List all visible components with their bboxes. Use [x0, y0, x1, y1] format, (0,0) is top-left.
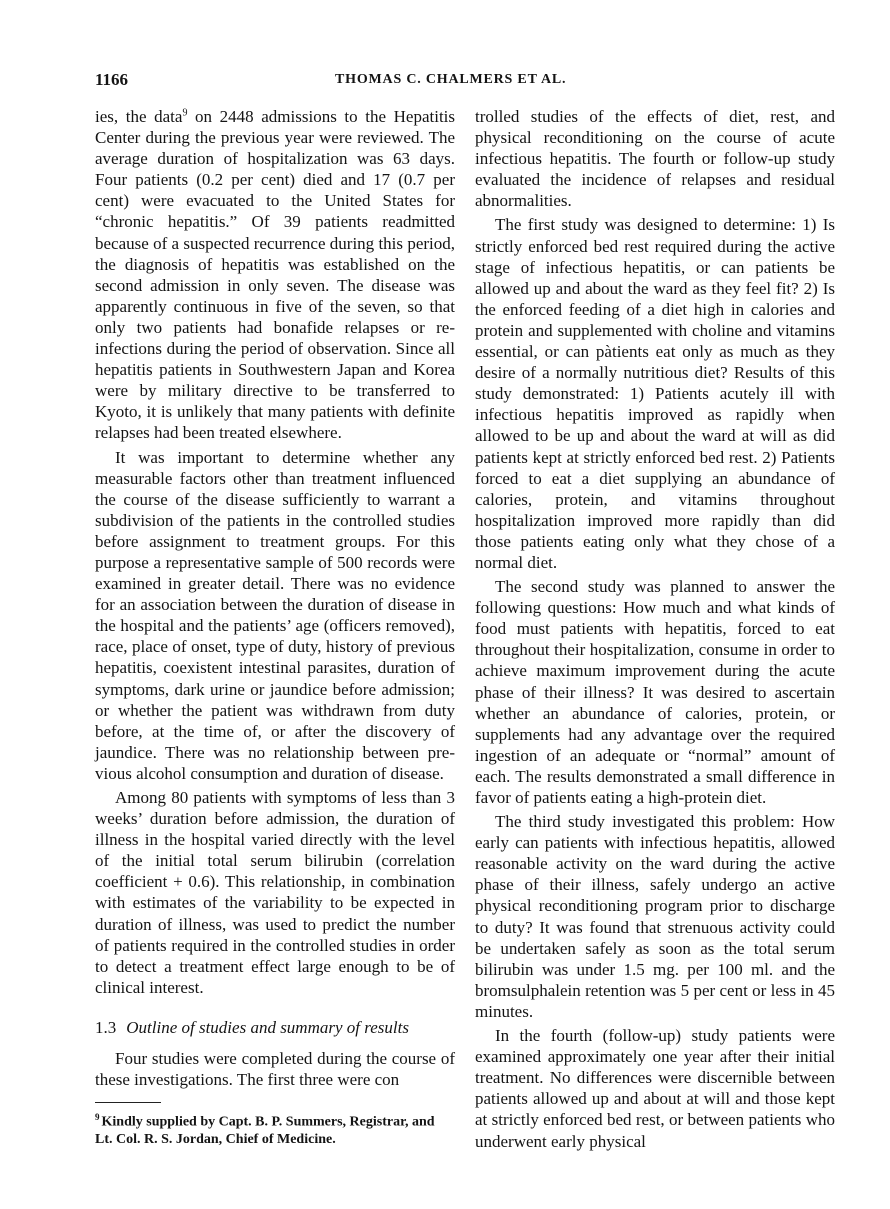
paragraph: In the fourth (follow-up) study patients were examined approximately one year after their initial treatment. No differences were discernible between patients allowed up and about at will and those kept at strictly enforced bed rest, or between patients who underwent early physical [475, 1026, 835, 1151]
footnote-reference: 9 [182, 107, 188, 119]
paragraph: The third study investigated this problem: How early can patients with infectious hepatitis, allowed reasonable activity on the ward during the active phase of their illness, safely undergo an active physical reconditioning program prior to discharge to duty? It was found that strenuous activity could be undertaken safely as soon as the total serum bilirubin was under 1.5 mg. per 100 ml. and the bromsulphalein retention was 5 per cent or less in 45 minutes. [475, 812, 835, 1021]
paragraph: The first study was designed to determine: 1) Is strictly enforced bed rest required during the active stage of infectious hepatitis, or can patients be allowed up and about the ward as they feel fit? 2) Is the enforced feeding of a diet high in calories and protein and supplemented with choline and vitamins essential, or can pàtients eat only as much as they desire of a normally nutritious diet? Results of this study demonstrated: 1) Patients acutely ill with infectious hepatitis improved as rapidly when allowed to be up and about the ward at will as did patients kept at strictly enforced bed rest. 2) Patients forced to eat a diet supplying an abundance of calories, protein, and vitamins throughout hospitalization improved more rapidly than did those patients eating only what they chose of a normal diet. [475, 215, 835, 572]
paragraph: trolled studies of the effects of diet, rest, and physical reconditioning on the course of acute infectious hepatitis. The fourth or follow-up study evaluated the incidence of relapses and residual abnormalities. [475, 107, 835, 211]
page-number: 1166 [95, 70, 129, 89]
paragraph [95, 106, 455, 444]
right-column [475, 106, 835, 1152]
section-title: Outline of studies and summary of results [126, 1017, 409, 1037]
paragraph: Four studies were completed during the course of these investigations. The first three were con [95, 1049, 455, 1090]
section-number: 1.3 [95, 1017, 117, 1037]
footnote [95, 1109, 455, 1148]
paragraph-text: ies, the data [95, 107, 183, 126]
paragraph-text: on 2448 admissions to the Hepatitis Center during the previous year were reviewed. The average duration of hospitalization was 63 days. Four patients (0.2 per cent) died and 17 (0.7 per cent) were evacuated to the United States for “chronic hepatitis.” Of 39 patients readmitted because of a suspected recurrence during this period, the diagnosis of hepatitis was established on the second admission in only seven. The disease was apparently continuous in five of the seven, so that only two patients had bonafide relapses or reinfections during the period of observation. Since all hepatitis patients in Southwestern Japan and Korea were by military directive to be transferred to Kyoto, it is unlikely that many patients with definite relapses had been treated elsewhere. [95, 107, 455, 443]
left-column [95, 106, 455, 1148]
paragraph: Among 80 patients with symptoms of less than 3 weeks’ duration before admission, the duration of illness in the hospital varied directly with the level of the initial total serum bilirubin (correlation coefficient + 0.6). This relationship, in combination with estimates of the variability to be expected in duration of illness, was used to predict the number of patients required in the controlled studies in order to detect a treatment effect large enough to be of clinical interest. [95, 788, 455, 997]
footnote-divider [95, 1102, 161, 1103]
paragraph: It was important to determine whether any measurable factors other than treatment influenced the course of the disease sufficiently to warrant a subdivision of the patients in the controlled studies before assignment to treatment groups. For this purpose a representative sample of 500 records were examined in greater detail. There was no evidence for an association between the duration of disease in the hospital and the patients’ age (officers removed), race, place of onset, type of duty, history of previous hepatitis, coexistent intestinal parasites, duration of symptoms, dark urine or jaundice before admission; or whether the patient was withdrawn from duty before, at the time of, or after the discovery of jaundice. There was no relationship between previous alcohol consumption and duration of disease. [95, 447, 455, 783]
footnote-mark: 9 [95, 1112, 100, 1123]
paragraph: The second study was planned to answer the following questions: How much and what kinds of food must patients with hepatitis, forced to eat throughout their hospitalization, consume in order to achieve maximum improvement during the acute phase of their illness? It was desired to ascertain whether an abundance of calories, protein, or supplements had any advantage over the required ingestion of an adequate or “normal” amount of each. The results demonstrated a small difference in favor of patients eating a high-protein diet. [475, 577, 835, 807]
section-heading [95, 1017, 455, 1038]
running-head: THOMAS C. CHALMERS ET AL. [335, 72, 567, 87]
footnote-text: Kindly supplied by Capt. B. P. Summers, Registrar, and Lt. Col. R. S. Jordan, Chief of Medicine. [95, 1114, 435, 1147]
